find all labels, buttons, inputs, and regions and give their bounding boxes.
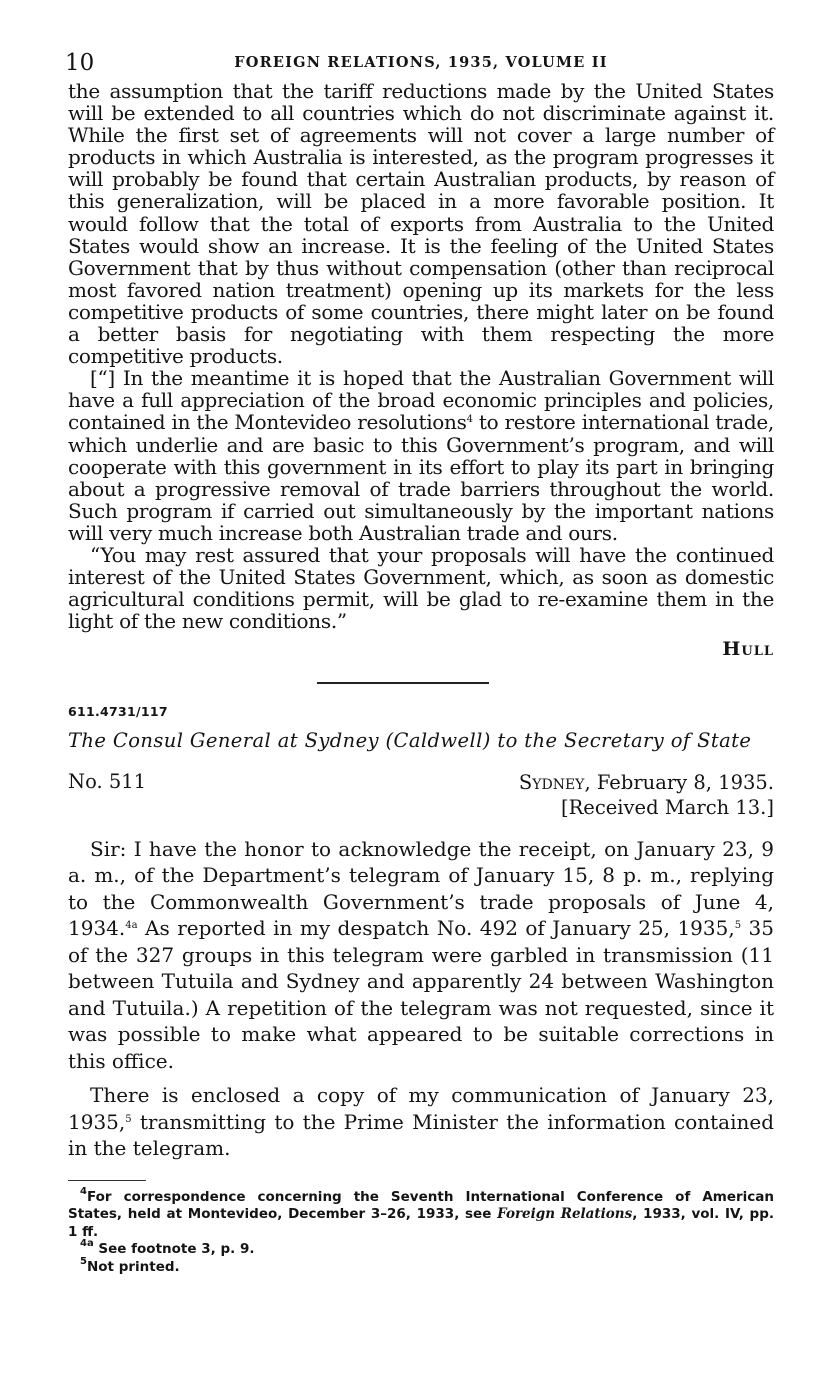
footnote-mark: 4a — [80, 1238, 94, 1250]
footnote-ref: 4 — [466, 414, 473, 426]
footnote-divider — [68, 1180, 146, 1181]
footnotes — [68, 1185, 775, 1277]
footnote-text: For correspondence concerning the Seventh International Conference of American States, held at Montevideo, December 3–26, 1933, see — [68, 1188, 774, 1223]
document-meta — [68, 770, 774, 822]
footnote-title: Foreign Relations — [497, 1206, 633, 1223]
footnote-text: , 1933, vol. IV, pp. 1 ff. — [68, 1206, 775, 1240]
footnote-mark: 5 — [80, 1255, 87, 1267]
running-title: FOREIGN RELATIONS, 1935, VOLUME II — [234, 54, 608, 71]
telegram-paragraph: the assumption that the tariff reductions made by the United States will be extended to all countries which do not discriminate against it. While the first set of agreements will not cover a large number of products in which Australia is interested, as the program progresses it will probably be found that certain Australian products, by reason of this generalization, will be placed in a more favorable position. It would follow that the total of exports from Australia to the United States would show an increase. It is the feeling of the United States Government that by thus without compensation (other than reciprocal most favored nation treatment) opening up its markets for the less competitive products of some countries, there might later on be found a better basis for negotiating with them respecting the more competitive products. — [68, 79, 774, 369]
dateline — [519, 770, 774, 820]
telegram-paragraph-part: to restore international trade, which underlie and are basic to this Government’s program, and will cooperate with this government in its effort to play its part in bringing about a progressive removal of trade barriers throughout the world. Such program if carried out simultaneously by the important nations will very much increase both Australian trade and ours. — [68, 410, 774, 545]
page-number: 10 — [65, 50, 95, 76]
despatch-body — [68, 836, 774, 1162]
document-page — [65, 48, 775, 1276]
body-text: 35 of the 327 groups in this telegram were garbled in transmission (11 between Tutuila and Sydney and apparently 24 between Washington and Tutuila.) A repetition of the telegram was not requested, since it was possible to make what appeared to be suitable corrections in this office. — [68, 916, 774, 1073]
body-text: As reported in my despatch No. 492 of January 25, 1935, — [137, 916, 735, 941]
body-text: Sir: I have the honor to acknowledge the receipt, on January 23, 9 a. m., of the Department’s telegram of January 15, 8 p. m., replying to the Commonwealth Government’s trade proposals of June 4, 1934. — [68, 836, 774, 941]
body-text: There is enclosed a copy of my communication of January 23, 1935, — [68, 1083, 774, 1134]
telegram-paragraph-part: [“] In the meantime it is hoped that the Australian Government will have a full appreciation of the broad economic principles and policies, contained in the Montevideo resolutions — [68, 366, 774, 435]
telegram-text — [68, 80, 774, 632]
telegram-paragraph — [68, 367, 774, 544]
footnote-ref: 4a — [125, 920, 138, 932]
received-date: [Received March 13.] — [561, 795, 774, 819]
footnote-ref: 5 — [734, 920, 742, 932]
footnote-mark: 4 — [80, 1185, 87, 1197]
signature: Hull — [722, 638, 774, 661]
section-divider — [317, 682, 489, 684]
body-paragraph — [68, 1082, 774, 1162]
date: , February 8, 1935. — [584, 770, 774, 794]
footnote-ref: 5 — [125, 1113, 132, 1125]
footnote-text: Not printed. — [86, 1258, 180, 1275]
footnote-text: See footnote 3, p. 9. — [93, 1241, 255, 1258]
body-paragraph — [68, 836, 774, 1075]
telegram-paragraph: “You may rest assured that your proposals will have the continued interest of the United States Government, which, as soon as domestic agricultural conditions permit, will be glad to re-examine them in the light of the new conditions.” — [68, 542, 774, 634]
document-number: No. 511 — [68, 769, 147, 793]
place: Sydney — [518, 770, 585, 794]
file-number: 611.4731/117 — [68, 703, 168, 719]
footnote — [68, 1255, 774, 1277]
footnote — [68, 1238, 774, 1259]
document-heading: The Consul General at Sydney (Caldwell) to the Secretary of State — [68, 728, 752, 752]
body-text: transmitting to the Prime Minister the information contained in the telegram. — [68, 1109, 774, 1161]
running-head — [65, 48, 774, 80]
footnote — [68, 1185, 775, 1242]
